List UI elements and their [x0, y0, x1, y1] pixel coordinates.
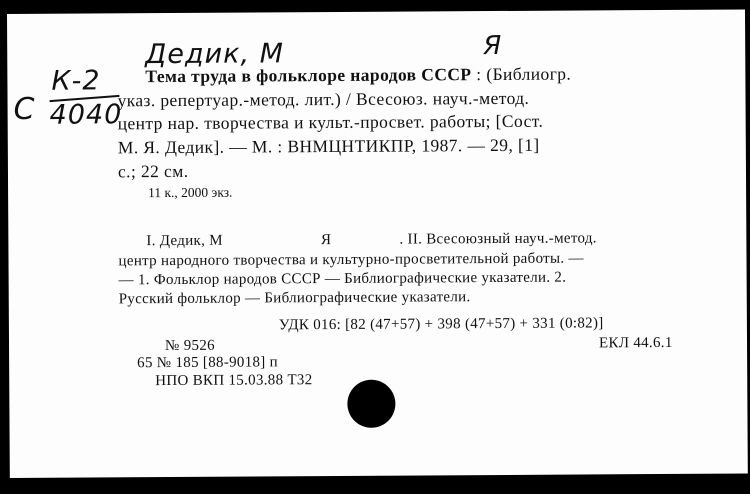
order-number: 65 № 185 [88-9018] п [137, 354, 279, 372]
tracing-line-3: — 1. Фольклор народов СССР — Библиографические указатели. 2. [118, 269, 567, 289]
npo-stamp: НПО ВКП 15.03.88 Т32 [155, 372, 313, 390]
description-line-5: с.; 22 см. [117, 160, 189, 182]
handwritten-author: Дедик, М [145, 38, 285, 71]
tracing-line-1 [146, 230, 597, 250]
description-line-1 [145, 64, 571, 88]
card-number: № 9526 [164, 337, 215, 355]
tracing-line-2: центр народного творчества и культурно-просветительной работы. — [118, 250, 584, 270]
description-line-2: указ. репертуар.-метод. лит.) / Всесоюз. науч.-метод. [117, 87, 530, 111]
handwritten-shelf-bottom: 4040 [49, 99, 123, 131]
tracing-author: I. Дедик, М [146, 232, 223, 250]
ekl-code: ЕКЛ 44.6.1 [598, 334, 673, 352]
handwritten-prefix: С [13, 91, 36, 127]
circulation: 11 к., 2000 экз. [148, 184, 233, 201]
tracing-line-4: Русский фольклор — Библиографические указатели. [118, 289, 471, 308]
description-line-1-rest: : (Библиогр. [476, 63, 572, 85]
handwritten-initial: Я [483, 30, 503, 62]
udk-classification: УДК 016: [82 (47+57) + 398 (47+57) + 331 (0:82)] [278, 315, 604, 334]
book-title: Тема труда в фольклоре народов СССР [145, 64, 472, 87]
punch-hole [347, 380, 395, 428]
description-line-4: М. Я. Дедик]. — М. : ВНМЦНТИКПР, 1987. — 29, [1] [117, 134, 540, 158]
tracing-initial: Я [320, 232, 332, 249]
handwritten-shelf-top: К-2 [51, 65, 101, 97]
tracing-institution: . II. Всесоюзный науч.-метод. [399, 230, 597, 248]
catalog-card [7, 9, 748, 477]
description-line-3: центр нар. творчества и культ.-просвет. работы; [Сост. [117, 110, 544, 134]
